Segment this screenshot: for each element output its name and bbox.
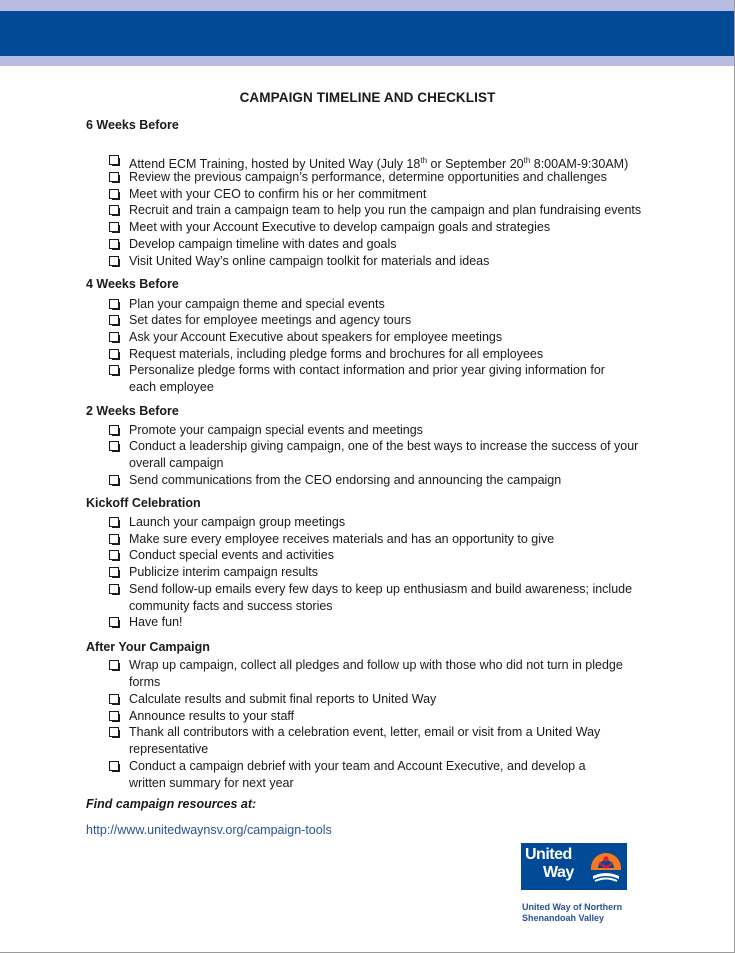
checkbox-icon[interactable] [109, 550, 119, 560]
checklist-item [109, 547, 669, 564]
checklist-item [109, 691, 669, 708]
checklist-item-text: Plan your campaign theme and special events [129, 297, 385, 311]
checklist-item [109, 219, 669, 236]
checklist-item-text: Wrap up campaign, collect all pledges and follow up with those who did not turn in pledge forms [129, 658, 623, 689]
checklist-item-text: Ask your Account Executive about speakers for employee meetings [129, 330, 503, 344]
checklist-item [109, 236, 669, 253]
checkbox-icon[interactable] [109, 694, 119, 704]
checklist-item [109, 758, 669, 792]
checklist-item [109, 614, 669, 631]
ordinal-suffix: th [523, 156, 531, 165]
checkbox-icon[interactable] [109, 205, 119, 215]
checklist-item-text: Calculate results and submit final reports to United Way [129, 692, 437, 706]
checkbox-icon[interactable] [109, 711, 119, 721]
checkbox-icon[interactable] [109, 441, 119, 451]
section-heading: 2 Weeks Before [86, 404, 179, 418]
checkbox-icon[interactable] [109, 189, 119, 199]
checkbox-icon[interactable] [109, 584, 119, 594]
checkbox-icon[interactable] [109, 155, 119, 165]
checklist-item-text: Conduct a leadership giving campaign, one of the best ways to increase the success of your overall campaign [129, 439, 639, 470]
checkbox-icon[interactable] [109, 332, 119, 342]
logo-word-way: Way [543, 864, 574, 881]
checklist-item [109, 312, 669, 329]
checklist-item-text: Publicize interim campaign results [129, 565, 318, 579]
checklist-item [109, 169, 669, 186]
org-name-line1: United Way of Northern [522, 902, 623, 912]
checkbox-icon[interactable] [109, 256, 119, 266]
header-band [0, 11, 735, 56]
checkbox-icon[interactable] [109, 172, 119, 182]
section-heading: After Your Campaign [86, 640, 210, 654]
checkbox-icon[interactable] [109, 365, 119, 375]
united-way-logo [521, 843, 627, 890]
checklist-item-text: Conduct special events and activities [129, 548, 334, 562]
ordinal-suffix: th [420, 156, 428, 165]
checklist-item-text: Review the previous campaign’s performance, determine opportunities and challenges [129, 170, 607, 184]
checkbox-icon[interactable] [109, 425, 119, 435]
checklist-item-text: Request materials, including pledge forms and brochures for all employees [129, 347, 544, 361]
checklist-item-text: Send communications from the CEO endorsing and announcing the campaign [129, 473, 562, 487]
checklist-item-text: Recruit and train a campaign team to help you run the campaign and plan fundraising events [129, 203, 642, 217]
checklist-item-text: Meet with your CEO to confirm his or her commitment [129, 187, 427, 201]
checklist-item-text: Conduct a campaign debrief with your team and Account Executive, and develop a written summary for next year [129, 759, 586, 790]
checklist-item [109, 581, 669, 615]
checkbox-icon[interactable] [109, 222, 119, 232]
checklist-item-text: Announce results to your staff [129, 709, 295, 723]
checkbox-icon[interactable] [109, 660, 119, 670]
checklist-item-text: Visit United Way’s online campaign toolkit for materials and ideas [129, 254, 490, 268]
checklist-item [109, 724, 669, 758]
checklist-item [109, 253, 669, 270]
checklist-item-text: Have fun! [129, 615, 183, 629]
checklist-item [109, 531, 669, 548]
item-text-part: 8:00AM-9:30AM) [530, 157, 629, 172]
checklist-item-text: Set dates for employee meetings and agency tours [129, 313, 412, 327]
checkbox-icon[interactable] [109, 475, 119, 485]
checklist-item [109, 472, 669, 489]
checklist-item [109, 657, 669, 691]
checklist-item-text: Promote your campaign special events and meetings [129, 423, 423, 437]
checkbox-icon[interactable] [109, 534, 119, 544]
checkbox-icon[interactable] [109, 617, 119, 627]
checklist-item-text: Send follow-up emails every few days to keep up enthusiasm and build awareness; include community facts and success stories [129, 582, 633, 613]
checklist-item-text: Develop campaign timeline with dates and goals [129, 237, 397, 251]
checklist-item [109, 346, 669, 363]
section-heading: 4 Weeks Before [86, 277, 179, 291]
checkbox-icon[interactable] [109, 727, 119, 737]
resources-label: Find campaign resources at: [86, 797, 257, 811]
item-text-part: or September 20 [427, 157, 524, 172]
checklist-item-text: Launch your campaign group meetings [129, 515, 346, 529]
checklist-item-text: Personalize pledge forms with contact information and prior year giving information for each employee [129, 363, 605, 394]
checkbox-icon[interactable] [109, 517, 119, 527]
checklist-item [109, 438, 669, 472]
header-band-top [0, 0, 735, 11]
org-name-line2: Shenandoah Valley [522, 913, 605, 923]
checkbox-icon[interactable] [109, 239, 119, 249]
page-title: CAMPAIGN TIMELINE AND CHECKLIST [239, 90, 496, 105]
item-text-part: Attend ECM Training, hosted by United Way (July 18 [129, 157, 421, 172]
checklist-item-text: Thank all contributors with a celebration event, letter, email or visit from a United Way representative [129, 725, 601, 756]
checklist-item-text: Meet with your Account Executive to develop campaign goals and strategies [129, 220, 551, 234]
section-heading: 6 Weeks Before [86, 118, 179, 132]
checklist-item [109, 564, 669, 581]
resources-link[interactable]: http://www.unitedwaynsv.org/campaign-tools [86, 823, 332, 837]
checklist-item [109, 296, 669, 313]
checklist-item [109, 329, 669, 346]
checkbox-icon[interactable] [109, 299, 119, 309]
checklist-item [109, 514, 669, 531]
checklist-item [109, 202, 669, 219]
checkbox-icon[interactable] [109, 567, 119, 577]
checkbox-icon[interactable] [109, 349, 119, 359]
checkbox-icon[interactable] [109, 315, 119, 325]
checklist-item [109, 186, 669, 203]
checkbox-icon[interactable] [109, 761, 119, 771]
organization-name [522, 902, 622, 924]
checklist-item [109, 708, 669, 725]
section-heading: Kickoff Celebration [86, 496, 201, 510]
united-way-emblem-icon [589, 846, 623, 886]
header-band-bottom [0, 56, 735, 66]
checklist-item [109, 362, 669, 396]
checklist-item-text: Make sure every employee receives materials and has an opportunity to give [129, 532, 555, 546]
logo-word-united: United [525, 846, 572, 863]
checklist-item [109, 422, 669, 439]
